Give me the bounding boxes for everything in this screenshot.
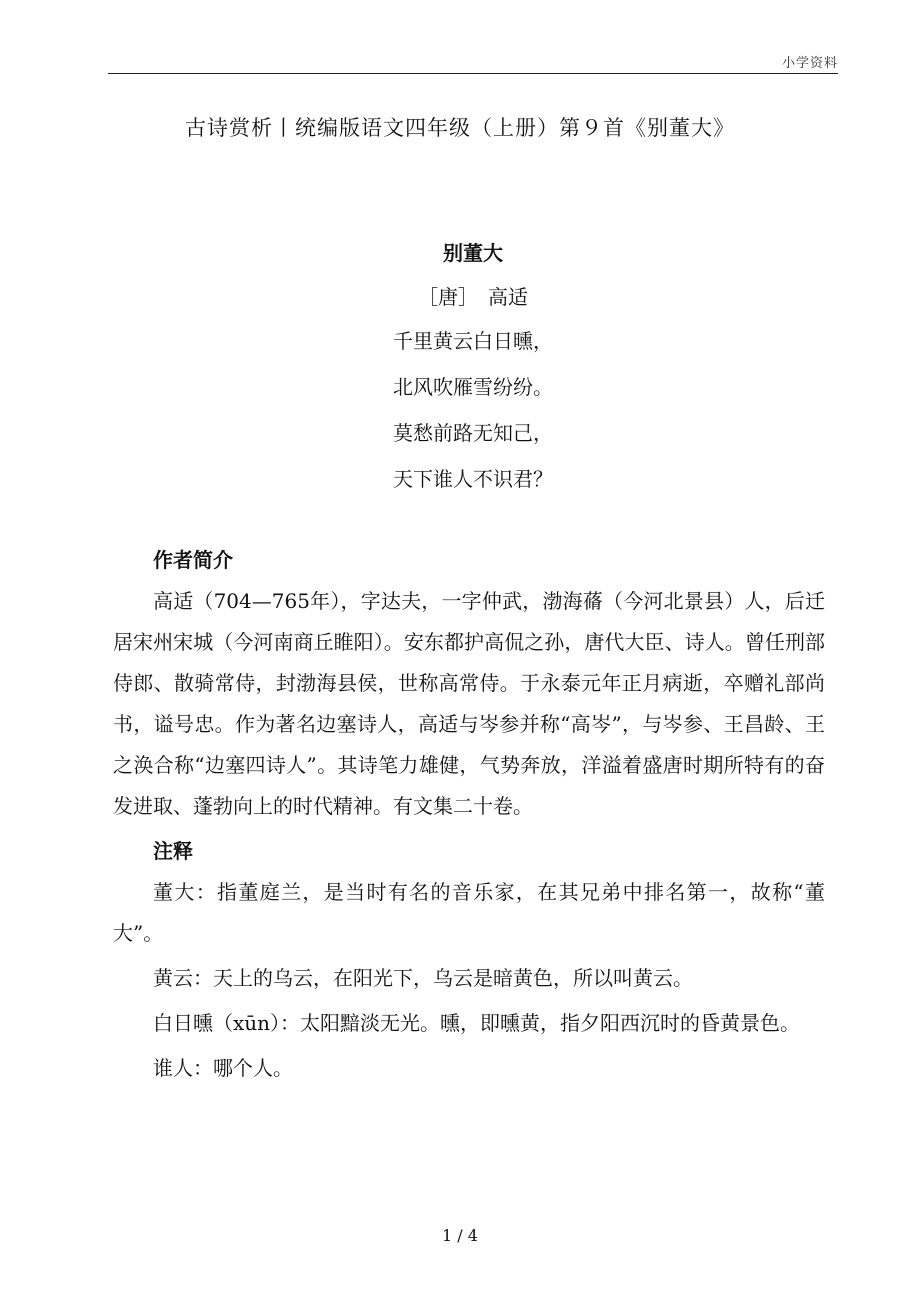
author-intro-heading: 作者简介: [153, 548, 233, 572]
poem-line: 千里黄云白日曛，: [393, 329, 553, 353]
poem-line: 北风吹雁雪纷纷。: [393, 375, 553, 399]
notes-heading: 注释: [153, 839, 193, 863]
note-item: 黄云：天上的乌云，在阳光下，乌云是暗黄色，所以叫黄云。: [153, 966, 693, 990]
poem-line: 天下谁人不识君？: [393, 467, 553, 491]
author-intro-paragraph: 高适（704—765年），字达夫，一字仲武，渤海蓨（今河北景县）人，后迁居宋州宋城（今河南商丘睢阳）。安东都护高侃之孙，唐代大臣、诗人。曾任刑部侍郎、散骑常侍，封渤海县侯，世称高常侍。于永泰元年正月病逝，卒赠礼部尚书，谥号忠。作为著名边塞诗人，高适与岑参并称“高岑”，与岑参、王昌龄、王之涣合称“边塞四诗人”。其诗笔力雄健，气势奔放，洋溢着盛唐时期所特有的奋发进取、蓬勃向上的时代精神。有文集二十卷。: [113, 589, 825, 818]
document-title: 古诗赏析丨统编版语文四年级（上册）第９首《别董大》: [185, 116, 735, 140]
poem-title: 别董大: [443, 241, 503, 265]
poem-author: ［唐］ 高适: [418, 285, 528, 309]
note-item: 谁人：哪个人。: [153, 1056, 293, 1080]
poem-line: 莫愁前路无知己，: [393, 421, 553, 445]
header-label: 小学资料: [781, 56, 838, 71]
note-item: 白日曛（xūn）：太阳黯淡无光。曛，即曛黄，指夕阳西沉时的昏黄景色。: [153, 1011, 801, 1035]
note-item: 董大：指董庭兰，是当时有名的音乐家，在其兄弟中排名第一，故称“董大”。: [113, 880, 825, 945]
article-body: [113, 540, 825, 1089]
poem-block: [0, 238, 920, 510]
page-number: 1 / 4: [442, 1226, 478, 1245]
header-divider: [108, 73, 838, 74]
